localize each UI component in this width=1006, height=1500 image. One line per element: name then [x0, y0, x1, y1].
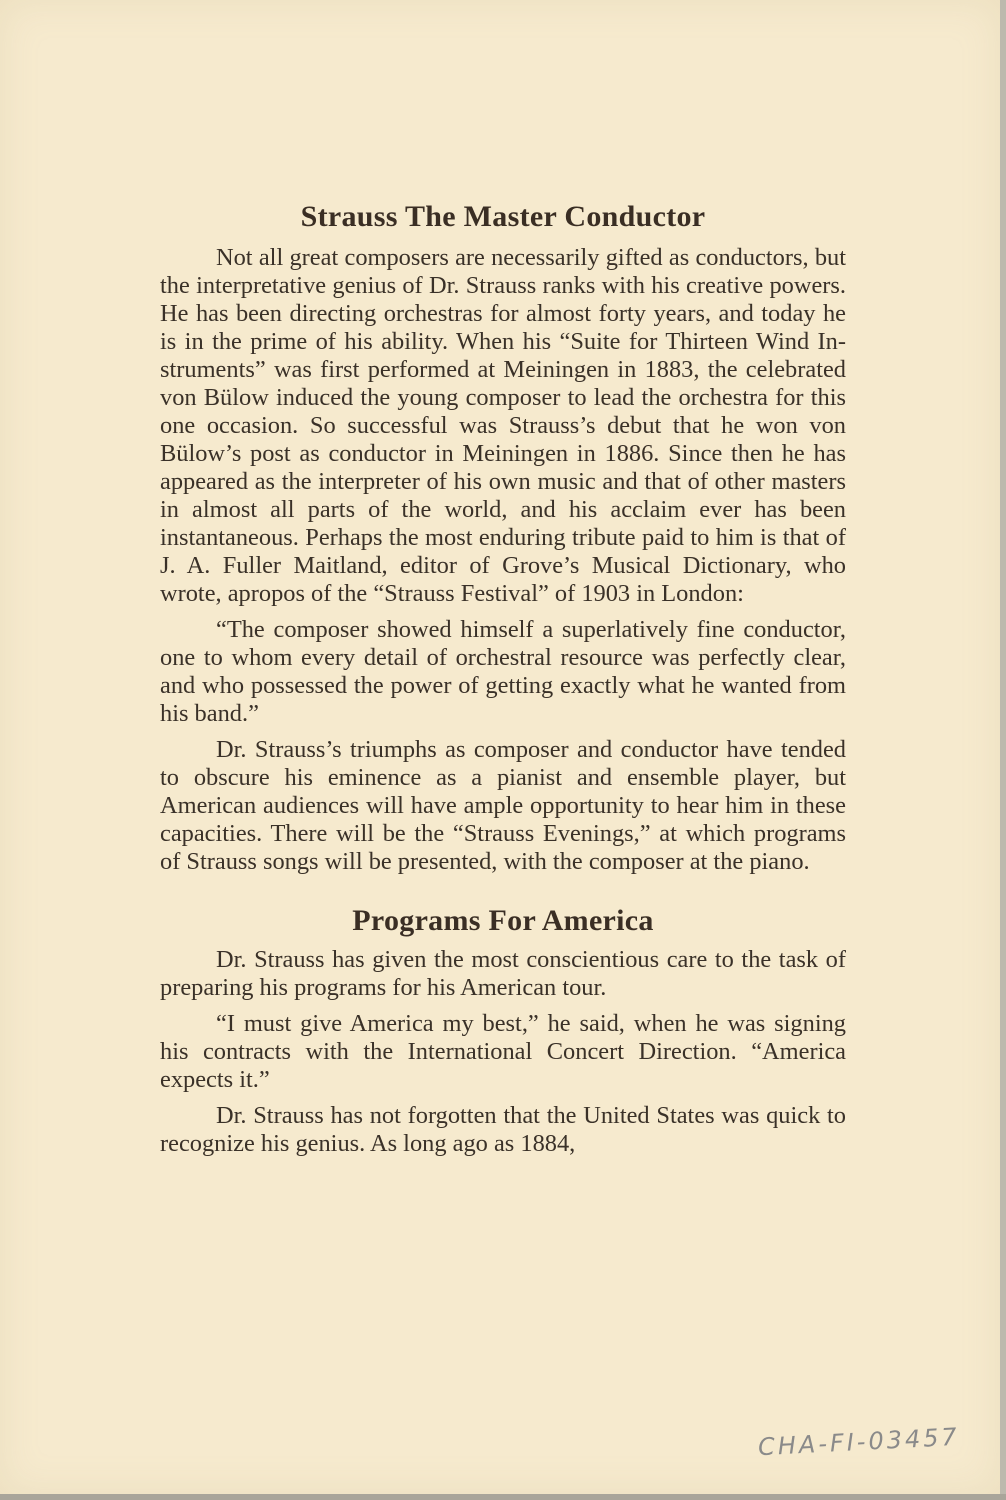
- paragraph-programs-care: Dr. Strauss has given the most conscientious care to the task of preparing his programs for his American tour.: [160, 946, 846, 1001]
- page-edge-right: [1000, 0, 1006, 1500]
- paragraph-maitland-quote: “The composer showed himself a superlatively fine conductor, one to whom every detail of orchestral resource was perfectly clear, and who possessed the power of getting exactly what he wanted from his band.”: [160, 616, 846, 727]
- paragraph-united-states: Dr. Strauss has not forgotten that the United States was quick to recognize his genius. As long ago as 1884,: [160, 1102, 846, 1157]
- section-heading-programs: Programs For America: [352, 904, 654, 937]
- catalog-number: CHA-FI-03457: [757, 1422, 961, 1462]
- paragraph-america-best: “I must give America my best,” he said, when he was signing his contracts with the International Concert Direction. “America expects it.”: [160, 1010, 846, 1093]
- paragraph-pianist: Dr. Strauss’s triumphs as composer and conductor have tended to obscure his eminence as a pianist and ensemble player, but American audiences will have ample opportunity to hear him in these capacities. There will be the “Strauss Evenings,” at which programs of Strauss songs will be presented, with the composer at the piano.: [160, 736, 846, 875]
- page-edge-bottom: [0, 1494, 1006, 1500]
- article-body: [160, 200, 846, 1166]
- paragraph-conductor-history: Not all great composers are necessarily gifted as conductors, but the interpretative genius of Dr. Strauss ranks with his creative powers. He has been directing orchestras for almost forty years, and today he is in the prime of his ability. When his “Suite for Thirteen Wind Instruments” was first performed at Meiningen in 1883, the celebrated von Bülow induced the young composer to lead the orchestra for this one occasion. So successful was Strauss’s debut that he won von Bülow’s post as conductor in Meiningen in 1886. Since then he has appeared as the interpreter of his own music and that of other masters in almost all parts of the world, and his acclaim ever has been instantaneous. Perhaps the most enduring tribute paid to him is that of J. A. Fuller Maitland, editor of Grove’s Musical Dictionary, who wrote, apropos of the “Strauss Festival” of 1903 in London:: [160, 244, 846, 607]
- section-heading-master-conductor: Strauss The Master Conductor: [300, 200, 706, 233]
